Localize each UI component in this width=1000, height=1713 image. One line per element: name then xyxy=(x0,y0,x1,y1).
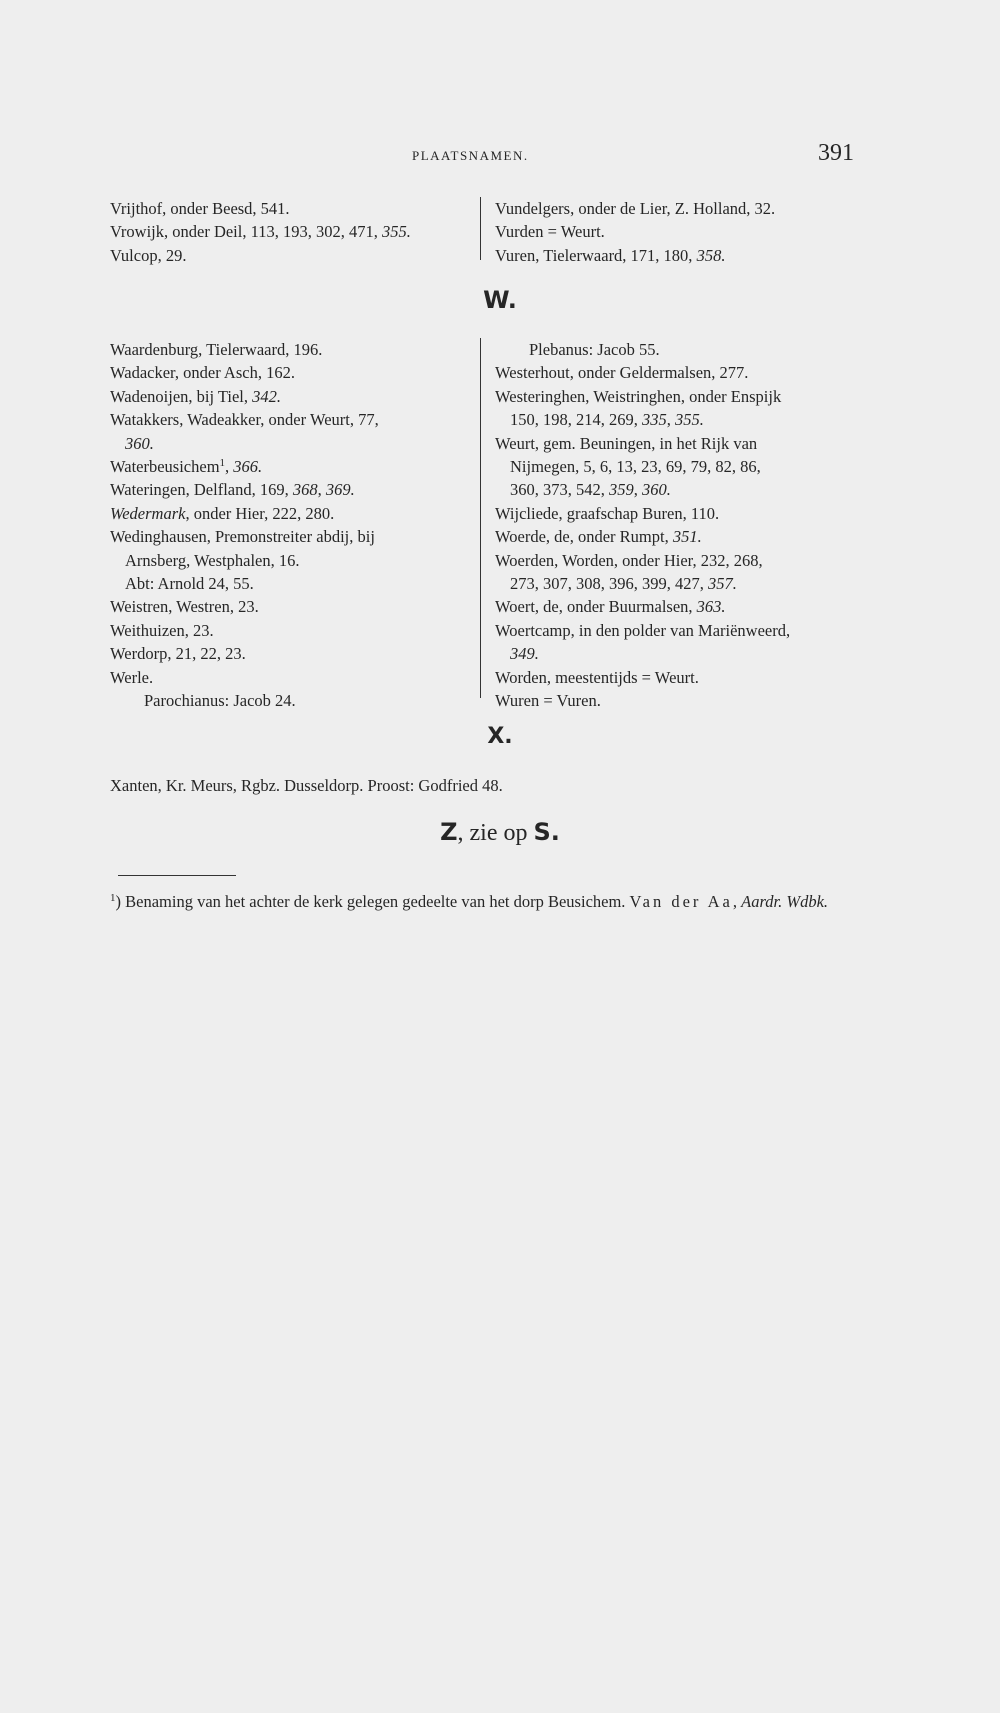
index-entry: Werle. xyxy=(110,667,154,687)
index-entry: Weurt, gem. Beuningen, in het Rijk van xyxy=(495,433,758,453)
letter-s: S xyxy=(533,818,551,846)
index-entry: Vurden = Weurt. xyxy=(495,222,605,242)
index-entry-continuation: 360. xyxy=(125,433,154,453)
index-entry: Vuren, Tielerwaard, 171, 180, 358. xyxy=(495,245,726,265)
entry-name: Wedermark xyxy=(110,503,186,523)
section-letter-w: W. xyxy=(483,286,517,314)
index-entry: Vundelgers, onder de Lier, Z. Holland, 32. xyxy=(495,199,776,218)
footnote xyxy=(110,890,860,914)
footnote-reference: 1 xyxy=(219,457,226,470)
entry-detail: , onder Hier, 222, 280. xyxy=(185,503,335,523)
index-entry-continuation: 150, 198, 214, 269, 335, 355. xyxy=(510,410,704,430)
right-column xyxy=(495,197,860,267)
footnote-separator: , xyxy=(732,892,737,911)
column-rule xyxy=(480,197,481,260)
page-number: 391 xyxy=(818,140,854,166)
index-entry: Wuren = Vuren. xyxy=(495,691,601,711)
footnote-mark: 1 xyxy=(110,892,116,904)
letter-z: Z xyxy=(440,818,458,846)
index-entry: Woerde, de, onder Rumpt, 351. xyxy=(495,527,702,547)
index-entry-continuation: Nijmegen, 5, 6, 13, 23, 69, 79, 82, 86, xyxy=(510,457,761,477)
index-entry-continuation: 273, 307, 308, 396, 399, 427, 357. xyxy=(510,574,737,594)
index-entry: Westerhout, onder Geldermalsen, 277. xyxy=(495,363,749,383)
index-entry: Xanten, Kr. Meurs, Rgbz. Dusseldorp. Proost: Godfried 48. xyxy=(110,776,503,795)
index-entry: Wadenoijen, bij Tiel, 342. xyxy=(110,386,282,406)
entry-name: Waterbeusichem xyxy=(110,457,220,477)
footnote-source: Aardr. Wdbk. xyxy=(741,892,829,911)
section-letter-x: X. xyxy=(487,724,513,749)
index-entry xyxy=(110,502,470,525)
page-title: PLAATSNAMEN. xyxy=(412,148,529,163)
left-column xyxy=(110,338,470,713)
index-entry: Wateringen, Delfland, 169, 368, 369. xyxy=(110,480,355,500)
index-entry: Weithuizen, 23. xyxy=(110,620,214,640)
index-sub-entry: Plebanus: Jacob 55. xyxy=(529,340,660,359)
index-entry-continuation: 360, 373, 542, 359, 360. xyxy=(510,480,671,500)
index-entry: Wijcliede, graafschap Buren, 110. xyxy=(495,503,720,523)
column-rule xyxy=(480,338,481,698)
index-entry-continuation: Arnsberg, Westphalen, 16. xyxy=(125,550,300,570)
index-entry-continuation: 349. xyxy=(510,644,539,664)
index-entry: Vrijthof, onder Beesd, 541. xyxy=(110,199,290,218)
index-entry: Waterbeusichem$^1$, 366. xyxy=(110,457,263,477)
index-entry: Woerden, Worden, onder Hier, 232, 268, xyxy=(495,550,763,570)
letter-dot: . xyxy=(550,818,560,846)
index-sub-entry: Parochianus: Jacob 24. xyxy=(144,691,296,711)
index-entry: Woert, de, onder Buurmalsen, 363. xyxy=(495,597,726,617)
index-entry: Westeringhen, Weistringhen, onder Enspijk xyxy=(495,386,782,406)
footnote-author: Van der Aa xyxy=(629,892,733,911)
index-entry: Waardenburg, Tielerwaard, 196. xyxy=(110,340,323,359)
index-entry: Wadacker, onder Asch, 162. xyxy=(110,363,295,383)
section-w xyxy=(110,338,858,711)
index-entry: Vrowijk, onder Deil, 113, 193, 302, 471, 355. xyxy=(110,222,411,242)
index-entry: Worden, meestentijds = Weurt. xyxy=(495,667,699,687)
section-letter-z xyxy=(0,818,1000,847)
left-column xyxy=(110,197,470,267)
right-column xyxy=(495,338,860,713)
index-entry: Weistren, Westren, 23. xyxy=(110,597,259,617)
section-v-top xyxy=(110,197,858,269)
footnote-text: ) Benaming van het achter de kerk gelegen gedeelte van het dorp Beusichem. xyxy=(115,892,626,911)
index-sub-entry: Abt: Arnold 24, 55. xyxy=(125,574,254,594)
index-entry: Woertcamp, in den polder van Mariënweerd, xyxy=(495,620,791,640)
footnote-rule xyxy=(118,875,236,876)
cross-reference: , zie op xyxy=(457,820,534,846)
index-entry: Werdorp, 21, 22, 23. xyxy=(110,644,246,664)
index-entry: Vulcop, 29. xyxy=(110,245,187,265)
running-head xyxy=(0,140,1000,178)
index-entry: Watakkers, Wadeakker, onder Weurt, 77, xyxy=(110,410,379,430)
index-entry: Wedinghausen, Premonstreiter abdij, bij xyxy=(110,527,375,547)
